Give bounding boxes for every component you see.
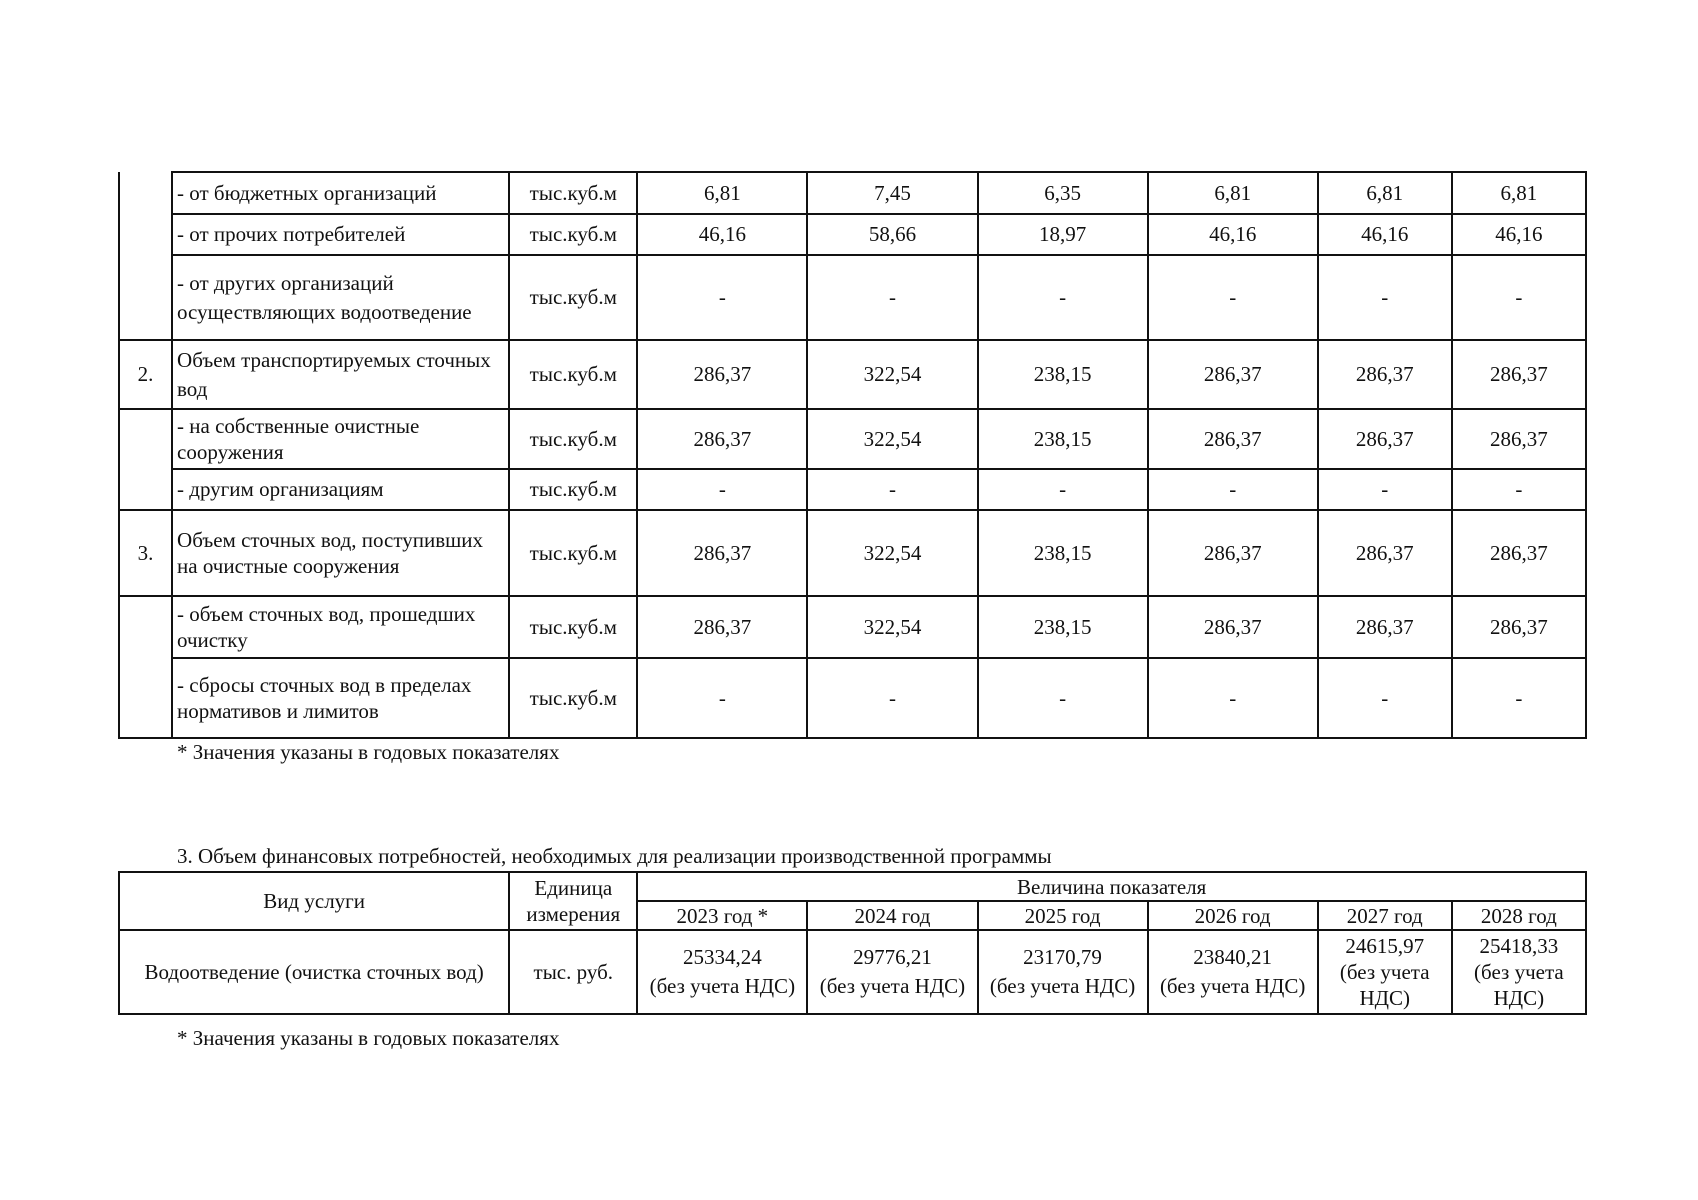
value-cell: 286,37 bbox=[637, 409, 807, 469]
value-cell: 286,37 bbox=[1452, 510, 1586, 596]
value-cell: - bbox=[637, 658, 807, 738]
value-cell: - bbox=[978, 658, 1148, 738]
value-cell: 6,81 bbox=[1318, 172, 1452, 214]
row-label: - сбросы сточных вод в пределах нормативов и лимитов bbox=[172, 658, 509, 738]
value-cell: 46,16 bbox=[1318, 214, 1452, 255]
row-unit: тыс.куб.м bbox=[509, 596, 637, 658]
amount-value: 24615,97 bbox=[1345, 934, 1425, 958]
value-cell: - bbox=[807, 255, 977, 340]
row-number: 3. bbox=[119, 510, 172, 596]
value-cell: - bbox=[637, 255, 807, 340]
row-label: - от бюджетных организаций bbox=[172, 172, 509, 214]
value-cell: 6,81 bbox=[637, 172, 807, 214]
value-cell: - bbox=[807, 658, 977, 738]
value-cell: - bbox=[1318, 255, 1452, 340]
table-row bbox=[119, 930, 1586, 1014]
row-label: - другим организациям bbox=[172, 469, 509, 510]
table-row bbox=[119, 596, 1586, 658]
header-value: Величина показателя bbox=[637, 872, 1586, 901]
amount-value: 29776,21 bbox=[853, 945, 932, 969]
table-row bbox=[119, 214, 1586, 255]
header-year: 2027 год bbox=[1318, 901, 1452, 930]
table-row bbox=[119, 469, 1586, 510]
service-name: Водоотведение (очистка сточных вод) bbox=[119, 930, 509, 1014]
row-label: - от других организаций осуществляющих водоотведение bbox=[172, 255, 509, 340]
vat-note: (без учета НДС) bbox=[1339, 960, 1430, 1010]
value-cell: - bbox=[1452, 469, 1586, 510]
production-volume-table bbox=[118, 171, 1587, 739]
value-cell: 286,37 bbox=[1452, 596, 1586, 658]
header-unit: Единица измерения bbox=[509, 872, 637, 930]
value-cell: - bbox=[978, 469, 1148, 510]
section-3-title: 3. Объем финансовых потребностей, необходимых для реализации производственной программы bbox=[177, 844, 1052, 868]
value-cell: - bbox=[637, 469, 807, 510]
value-cell: - bbox=[1452, 255, 1586, 340]
value-cell: 238,15 bbox=[978, 510, 1148, 596]
value-cell: 6,81 bbox=[1452, 172, 1586, 214]
value-cell: 46,16 bbox=[1452, 214, 1586, 255]
value-cell: 6,35 bbox=[978, 172, 1148, 214]
value-cell: 46,16 bbox=[637, 214, 807, 255]
amount-cell bbox=[1452, 930, 1586, 1014]
value-cell: 286,37 bbox=[637, 510, 807, 596]
value-cell: 286,37 bbox=[1148, 409, 1318, 469]
value-cell: 7,45 bbox=[807, 172, 977, 214]
value-cell: 286,37 bbox=[1318, 510, 1452, 596]
row-unit: тыс.куб.м bbox=[509, 214, 637, 255]
value-cell: 322,54 bbox=[807, 409, 977, 469]
row-unit: тыс.куб.м bbox=[509, 255, 637, 340]
row-label: - на собственные очистные сооружения bbox=[172, 409, 509, 469]
value-cell: 286,37 bbox=[637, 596, 807, 658]
table-row bbox=[119, 510, 1586, 596]
amount-cell bbox=[807, 930, 977, 1014]
row-label: - от прочих потребителей bbox=[172, 214, 509, 255]
amount-value: 23170,79 bbox=[1023, 945, 1102, 969]
table-row bbox=[119, 255, 1586, 340]
value-cell: 286,37 bbox=[1318, 596, 1452, 658]
value-cell: 286,37 bbox=[1318, 340, 1452, 409]
value-cell: 286,37 bbox=[1148, 596, 1318, 658]
table-row bbox=[119, 172, 1586, 214]
value-cell: 58,66 bbox=[807, 214, 977, 255]
vat-note: (без учета НДС) bbox=[1474, 960, 1564, 1010]
vat-note: (без учета НДС) bbox=[1159, 974, 1306, 998]
value-cell: 322,54 bbox=[807, 510, 977, 596]
amount-cell bbox=[637, 930, 807, 1014]
row-unit: тыс.куб.м bbox=[509, 340, 637, 409]
amount-cell bbox=[1148, 930, 1318, 1014]
header-year: 2025 год bbox=[978, 901, 1148, 930]
table-row bbox=[119, 409, 1586, 469]
value-cell: - bbox=[1148, 469, 1318, 510]
amount-cell bbox=[978, 930, 1148, 1014]
value-cell: 238,15 bbox=[978, 596, 1148, 658]
value-cell: 46,16 bbox=[1148, 214, 1318, 255]
value-cell: 286,37 bbox=[637, 340, 807, 409]
header-year: 2028 год bbox=[1452, 901, 1586, 930]
value-cell: - bbox=[1148, 255, 1318, 340]
row-unit: тыс.куб.м bbox=[509, 172, 637, 214]
vat-note: (без учета НДС) bbox=[819, 974, 966, 998]
row-unit: тыс.куб.м bbox=[509, 510, 637, 596]
value-cell: 322,54 bbox=[807, 596, 977, 658]
value-cell: - bbox=[1318, 658, 1452, 738]
value-cell: 322,54 bbox=[807, 340, 977, 409]
value-cell: 6,81 bbox=[1148, 172, 1318, 214]
row-unit: тыс.куб.м bbox=[509, 409, 637, 469]
row-label: Объем транспортируемых сточных вод bbox=[172, 340, 509, 409]
value-cell: 238,15 bbox=[978, 409, 1148, 469]
amount-value: 23840,21 bbox=[1193, 945, 1273, 969]
vat-note: (без учета НДС) bbox=[649, 974, 796, 998]
value-cell: - bbox=[978, 255, 1148, 340]
table-header-row bbox=[119, 872, 1586, 901]
value-cell: 286,37 bbox=[1148, 340, 1318, 409]
amount-value: 25418,33 bbox=[1479, 934, 1559, 958]
financial-needs-table bbox=[118, 871, 1587, 1015]
row-number bbox=[119, 172, 172, 340]
row-unit: тыс.куб.м bbox=[509, 469, 637, 510]
row-label: Объем сточных вод, поступивших на очистные сооружения bbox=[172, 510, 509, 596]
row-label: - объем сточных вод, прошедших очистку bbox=[172, 596, 509, 658]
table-row bbox=[119, 340, 1586, 409]
amount-value: 25334,24 bbox=[682, 945, 762, 969]
header-year: 2023 год * bbox=[637, 901, 807, 930]
service-unit: тыс. руб. bbox=[509, 930, 637, 1014]
value-cell: 238,15 bbox=[978, 340, 1148, 409]
value-cell: 18,97 bbox=[978, 214, 1148, 255]
value-cell: - bbox=[1148, 658, 1318, 738]
amount-cell bbox=[1318, 930, 1452, 1014]
value-cell: 286,37 bbox=[1452, 340, 1586, 409]
value-cell: 286,37 bbox=[1148, 510, 1318, 596]
header-year: 2024 год bbox=[807, 901, 977, 930]
vat-note: (без учета НДС) bbox=[989, 974, 1136, 998]
row-number bbox=[119, 409, 172, 510]
header-service: Вид услуги bbox=[119, 872, 509, 930]
row-number bbox=[119, 596, 172, 738]
footnote-annual-values-2: * Значения указаны в годовых показателях bbox=[177, 1026, 560, 1050]
value-cell: - bbox=[807, 469, 977, 510]
header-year: 2026 год bbox=[1148, 901, 1318, 930]
row-unit: тыс.куб.м bbox=[509, 658, 637, 738]
row-number: 2. bbox=[119, 340, 172, 409]
value-cell: 286,37 bbox=[1452, 409, 1586, 469]
footnote-annual-values: * Значения указаны в годовых показателях bbox=[177, 740, 560, 764]
value-cell: - bbox=[1318, 469, 1452, 510]
table-row bbox=[119, 658, 1586, 738]
value-cell: - bbox=[1452, 658, 1586, 738]
value-cell: 286,37 bbox=[1318, 409, 1452, 469]
